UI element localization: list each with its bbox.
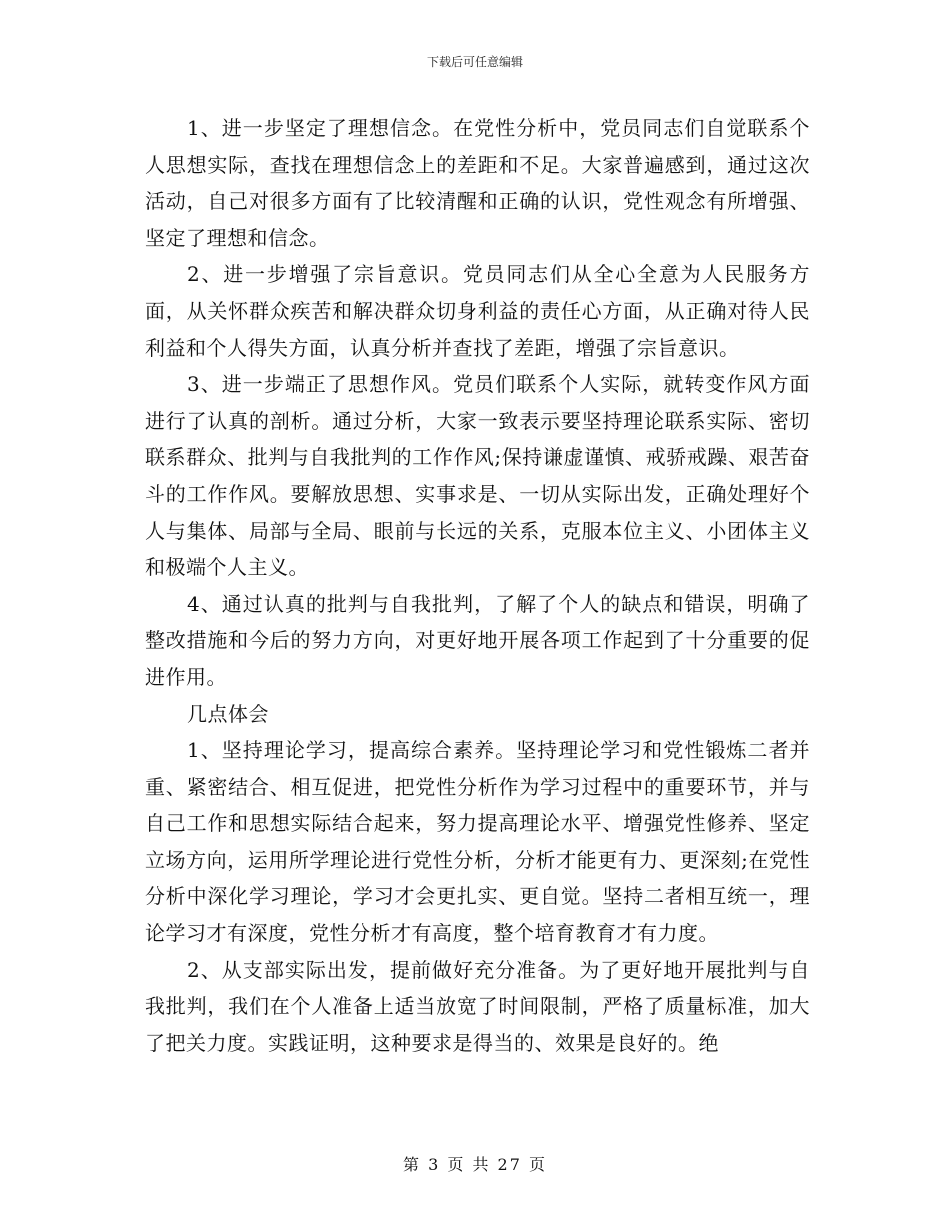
- page-header: 下载后可任意编辑: [426, 55, 523, 69]
- paragraph-3: 3、进一步端正了思想作风。党员们联系个人实际，就转变作风方面进行了认真的剖析。通过分析，大家一致表示要坚持理论联系实际、密切联系群众、批判与自我批判的工作作风;保持谦虚谨慎、戒骄戒躁、艰苦奋斗的工作作风。要解放思想、实事求是、一切从实际出发，正确处理好个人与集体、局部与全局、眼前与长远的关系，克服本位主义、小团体主义和极端个人主义。: [145, 372, 810, 580]
- body-text: [145, 110, 810, 1061]
- section-heading: 几点体会: [187, 701, 269, 726]
- page-footer: 第 3 页 共 27 页: [403, 1155, 547, 1174]
- paragraph-5: 1、坚持理论学习，提高综合素养。坚持理论学习和党性锻炼二者并重、紧密结合、相互促进，把党性分析作为学习过程中的重要环节，并与自己工作和思想实际结合起来，努力提高理论水平、增强党性修养、坚定立场方向，运用所学理论进行党性分析，分析才能更有力、更深刻;在党性分析中深化学习理论，学习才会更扎实、更自觉。坚持二者相互统一，理论学习才有深度，党性分析才有高度，整个培育教育才有力度。: [145, 738, 810, 946]
- paragraph-6: 2、从支部实际出发，提前做好充分准备。为了更好地开展批判与自我批判，我们在个人准备上适当放宽了时间限制，严格了质量标准，加大了把关力度。实践证明，这种要求是得当的、效果是良好的。绝: [145, 957, 810, 1055]
- paragraph-1: 1、进一步坚定了理想信念。在党性分析中，党员同志们自觉联系个人思想实际，查找在理想信念上的差距和不足。大家普遍感到，通过这次活动，自己对很多方面有了比较清醒和正确的认识，党性观念有所增强、坚定了理想和信念。: [145, 116, 810, 250]
- paragraph-2: 2、进一步增强了宗旨意识。党员同志们从全心全意为人民服务方面，从关怀群众疾苦和解决群众切身利益的责任心方面，从正确对待人民利益和个人得失方面，认真分析并查找了差距，增强了宗旨意识。: [145, 262, 810, 360]
- paragraph-4: 4、通过认真的批判与自我批判，了解了个人的缺点和错误，明确了整改措施和今后的努力方向，对更好地开展各项工作起到了十分重要的促进作用。: [145, 591, 810, 689]
